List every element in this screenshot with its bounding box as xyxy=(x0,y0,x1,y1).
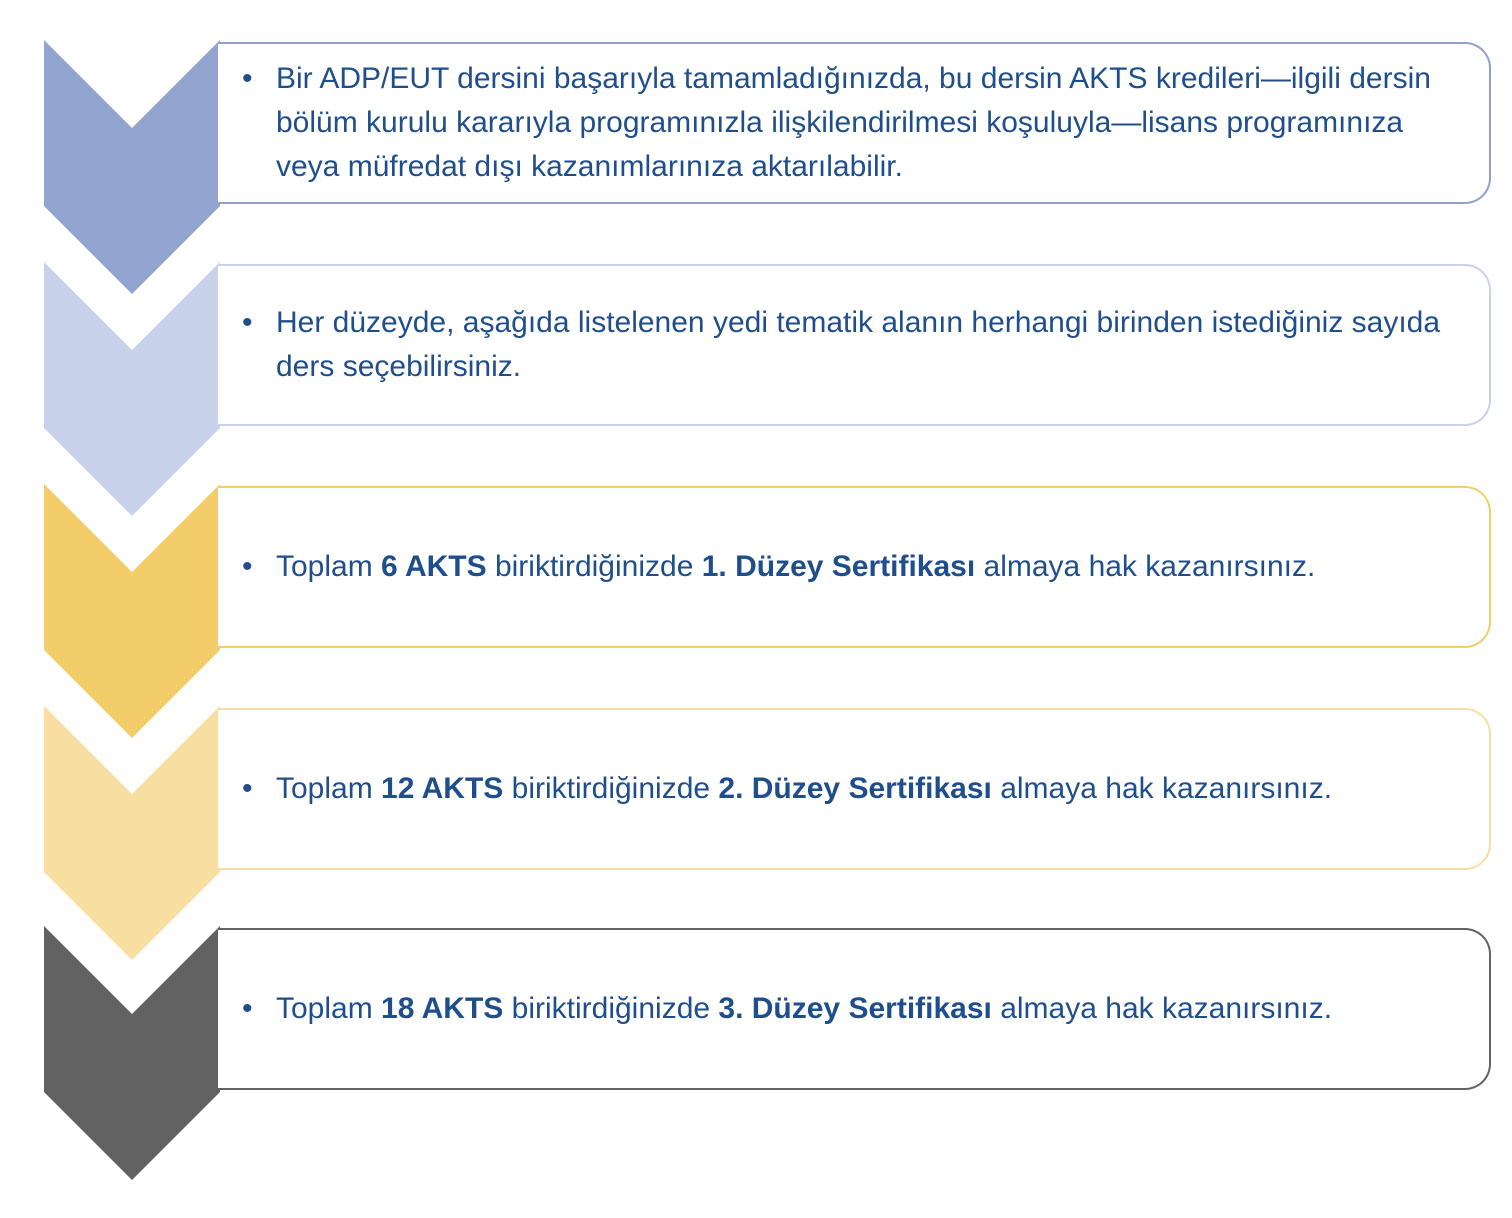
bullet-icon: • xyxy=(242,772,253,805)
text-run: biriktirdiğinizde xyxy=(503,772,719,805)
step-2-bullet xyxy=(218,301,1489,389)
bold-text-run: 1. Düzey Sertifikası xyxy=(701,550,976,583)
text-run: almaya hak kazanırsınız. xyxy=(975,550,1316,583)
step-3-text xyxy=(276,545,1465,589)
step-4-box xyxy=(218,708,1491,870)
step-5-box xyxy=(218,928,1491,1090)
bullet-icon: • xyxy=(242,992,253,1025)
step-5-chevron xyxy=(0,926,230,1186)
bold-text-run: 2. Düzey Sertifikası xyxy=(718,772,992,805)
step-4-bullet xyxy=(218,767,1489,811)
step-1-box xyxy=(218,42,1491,204)
step-1-chevron xyxy=(0,40,230,300)
step-3-chevron xyxy=(0,484,230,744)
step-2-chevron xyxy=(0,262,230,522)
text-run: Toplam xyxy=(276,992,382,1025)
step-3-box xyxy=(218,486,1491,648)
text-run: biriktirdiğinizde xyxy=(503,992,719,1025)
bold-text-run: 12 AKTS xyxy=(381,772,504,805)
bullet-icon: • xyxy=(242,62,253,95)
step-4-text xyxy=(276,767,1465,811)
text-run: Toplam xyxy=(276,550,382,583)
bold-text-run: 6 AKTS xyxy=(381,550,487,583)
text-run: Her düzeyde, aşağıda listelenen yedi tematik alanın herhangi birinden istediğiniz sayıda ders seçebilirsiniz. xyxy=(276,306,1441,383)
step-5-bullet xyxy=(218,987,1489,1031)
text-run: Toplam xyxy=(276,772,382,805)
step-1-bullet xyxy=(218,57,1489,189)
bold-text-run: 3. Düzey Sertifikası xyxy=(718,992,992,1025)
text-run: biriktirdiğinizde xyxy=(486,550,702,583)
bold-text-run: 18 AKTS xyxy=(381,992,504,1025)
bullet-icon: • xyxy=(242,550,253,583)
step-2-text xyxy=(276,301,1465,389)
step-2-box xyxy=(218,264,1491,426)
text-run: almaya hak kazanırsınız. xyxy=(991,992,1333,1025)
bullet-icon: • xyxy=(242,306,253,339)
text-run: almaya hak kazanırsınız. xyxy=(991,772,1333,805)
text-run: Bir ADP/EUT dersini başarıyla tamamladığınızda, bu dersin AKTS kredileri—ilgili dersin bölüm kurulu kararıyla programınızla ilişkilendirilmesi koşuluyla—lisans programınıza veya müfredat dışı kazanımlarınıza aktarılabilir. xyxy=(276,62,1431,183)
step-3-bullet xyxy=(218,545,1489,589)
step-5-text xyxy=(276,987,1465,1031)
step-1-text xyxy=(276,57,1465,189)
